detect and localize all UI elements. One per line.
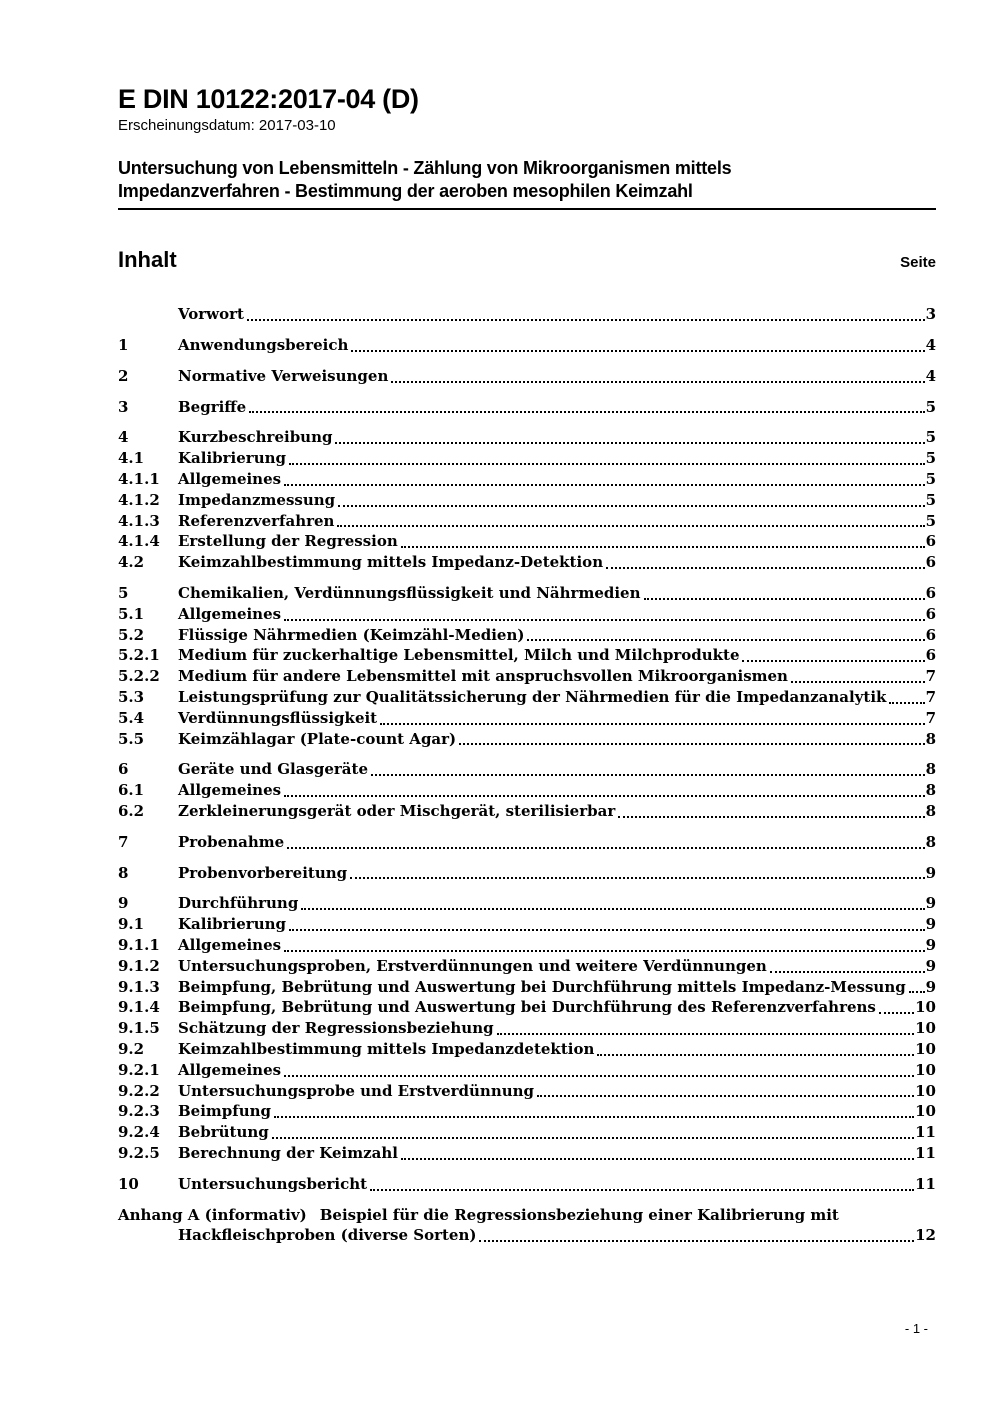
dot-leader — [289, 463, 925, 465]
toc-entry[interactable] — [118, 935, 936, 956]
toc-entry-page: 7 — [925, 708, 936, 727]
dot-leader — [351, 350, 924, 352]
toc-entry-label: Berechnung der Keimzahl — [178, 1143, 398, 1162]
toc-entry-label: Allgemeines — [178, 781, 282, 800]
toc-entry[interactable] — [118, 729, 936, 750]
toc-entry-number: 3 — [118, 397, 129, 416]
toc-entry-page: 9 — [925, 915, 936, 934]
dot-leader — [284, 795, 924, 797]
toc-entry[interactable] — [118, 625, 936, 646]
toc-entry-label: Beimpfung, Bebrütung und Auswertung bei Durchführung des Referenzverfahrens — [178, 998, 876, 1017]
toc-entry[interactable] — [118, 1039, 936, 1060]
toc-entry[interactable] — [118, 583, 936, 604]
dot-leader — [249, 411, 924, 413]
toc-entry-page: 9 — [925, 894, 936, 913]
toc-entry-label: Kurzbeschreibung — [178, 428, 333, 447]
annex-page: 12 — [915, 1226, 936, 1245]
toc-entry-number: 4.1.4 — [118, 532, 160, 551]
toc-entry-label: Keimzahlbestimmung mittels Impedanz-Detektion — [178, 553, 604, 572]
dot-leader — [909, 991, 925, 993]
toc-entry-number: 10 — [118, 1174, 139, 1193]
toc-entry-page: 4 — [925, 336, 936, 355]
toc-entry-number: 6.2 — [118, 801, 145, 820]
toc-entry-label: Leistungsprüfung zur Qualitätssicherung der Nährmedien für die Impedanzanalytik — [178, 687, 887, 706]
toc-entry-page: 6 — [925, 532, 936, 551]
toc-entry-label: Keimzählagar (Plate-count Agar) — [178, 729, 457, 748]
toc-entry-number: 2 — [118, 366, 129, 385]
toc-entry-number: 9.1.3 — [118, 977, 160, 996]
toc-entry-page: 3 — [925, 305, 936, 324]
toc-entry-page: 8 — [925, 781, 936, 800]
toc-entry-number: 5.2.2 — [118, 667, 160, 686]
toc-entry-label: Allgemeines — [178, 935, 282, 954]
dot-leader — [289, 929, 925, 931]
toc-entry-page: 9 — [925, 977, 936, 996]
toc-entry-number: 4.2 — [118, 553, 145, 572]
document-title-line-1: Untersuchung von Lebensmitteln - Zählung von Mikroorganismen mittels — [118, 158, 732, 179]
toc-entry[interactable] — [118, 893, 936, 914]
toc-entry-number — [118, 304, 178, 325]
page-column-header: Seite — [900, 254, 936, 272]
toc-entry-page: 10 — [915, 1039, 936, 1058]
dot-leader — [527, 639, 924, 641]
toc-entry[interactable] — [118, 1060, 936, 1081]
toc-entry[interactable] — [118, 780, 936, 801]
toc-entry-label: Normative Verweisungen — [178, 366, 389, 385]
toc-entry-label: Flüssige Nährmedien (Keimzähl-Medien) — [178, 625, 525, 644]
toc-entry-number: 9.2.2 — [118, 1081, 160, 1100]
toc-entry-number: 9 — [118, 894, 129, 913]
toc-entry-number: 9.1.5 — [118, 1019, 160, 1038]
dot-leader — [597, 1054, 914, 1056]
toc-entry-page: 6 — [925, 553, 936, 572]
toc-entry-page: 7 — [925, 687, 936, 706]
toc-entry-label: Beimpfung — [178, 1102, 272, 1121]
toc-entry-label: Geräte und Glasgeräte — [178, 760, 368, 779]
toc-entry-number: 9.2.1 — [118, 1060, 160, 1079]
toc-entry[interactable] — [118, 832, 936, 853]
toc-entry-number: 5 — [118, 584, 129, 602]
page-content — [118, 0, 936, 1246]
toc-entry-page: 9 — [925, 863, 936, 882]
dot-leader — [606, 567, 924, 569]
toc-entry[interactable] — [118, 366, 936, 387]
toc-entry-page: 11 — [915, 1123, 936, 1142]
toc-entry[interactable] — [118, 469, 936, 490]
toc-entry-label: Allgemeines — [178, 470, 282, 489]
toc-entry-label: Probenvorbereitung — [178, 863, 348, 882]
annex-number: Anhang A (informativ) — [118, 1205, 307, 1224]
document-title — [118, 157, 936, 203]
toc-entry[interactable] — [118, 977, 936, 998]
toc-entry-page: 11 — [915, 1174, 936, 1193]
toc-entry-label: Allgemeines — [178, 1060, 282, 1079]
dot-leader — [335, 442, 924, 444]
dot-leader — [537, 1095, 914, 1097]
toc-entry-number: 8 — [118, 863, 129, 882]
dot-leader — [479, 1240, 914, 1242]
toc-entry-label: Kalibrierung — [178, 449, 286, 468]
dot-leader — [272, 1137, 914, 1139]
toc-entry-label: Medium für andere Lebensmittel mit anspruchsvollen Mikroorganismen — [178, 667, 788, 686]
toc-entry-page: 8 — [925, 832, 936, 851]
dot-leader — [770, 971, 925, 973]
dot-leader — [401, 1158, 914, 1160]
toc-entry-label: Begriffe — [178, 397, 247, 416]
toc-entry-label: Durchführung — [178, 894, 299, 913]
dot-leader — [879, 1012, 914, 1014]
toc-entry[interactable] — [118, 801, 936, 822]
toc-entry-label: Medium für zuckerhaltige Lebensmittel, Milch und Milchprodukte — [178, 646, 740, 665]
toc-entry-number: 7 — [118, 832, 129, 851]
toc-entry-label: Untersuchungsprobe und Erstverdünnung — [178, 1081, 535, 1100]
dot-leader — [370, 1189, 914, 1191]
toc-entry-label: Kalibrierung — [178, 915, 286, 934]
dot-leader — [889, 702, 924, 704]
toc-entry[interactable] — [118, 759, 936, 780]
toc-entry-page: 6 — [925, 604, 936, 623]
toc-entry[interactable] — [118, 552, 936, 573]
toc-entry-page: 9 — [925, 956, 936, 975]
toc-entry[interactable] — [118, 1143, 936, 1164]
toc-entry-number: 9.2 — [118, 1039, 145, 1058]
toc-heading: Inhalt — [118, 247, 177, 273]
toc-entry-label: Keimzahlbestimmung mittels Impedanzdetektion — [178, 1039, 595, 1058]
toc-entry-page: 6 — [925, 584, 936, 602]
publication-date: Erscheinungsdatum: 2017-03-10 — [118, 117, 336, 135]
toc-entry-label: Vorwort — [178, 305, 244, 324]
toc-entry-page: 5 — [925, 490, 936, 509]
annex-line-2 — [118, 1225, 936, 1246]
toc-entry-label: Schätzung der Regressionsbeziehung — [178, 1019, 494, 1038]
dot-leader — [284, 484, 924, 486]
toc-entry-label: Referenzverfahren — [178, 511, 335, 530]
dot-leader — [287, 847, 924, 849]
toc-entry[interactable] — [118, 1081, 936, 1102]
toc-entry-page: 10 — [915, 998, 936, 1017]
toc-entry[interactable] — [118, 914, 936, 935]
toc-entry[interactable] — [118, 604, 936, 625]
toc-entry-page: 5 — [925, 511, 936, 530]
toc-entry[interactable] — [118, 1018, 936, 1039]
toc-entry-number: 4.1.2 — [118, 490, 160, 509]
annex-label-line-2: Hackfleischproben (diverse Sorten) — [178, 1226, 477, 1245]
dot-leader — [401, 546, 925, 548]
toc-entry-page: 8 — [925, 729, 936, 748]
toc-entry-page: 11 — [915, 1143, 936, 1162]
toc-entry-number: 9.1.4 — [118, 998, 160, 1017]
toc-entry-number: 9.1.2 — [118, 956, 160, 975]
toc-entry-label: Bebrütung — [178, 1123, 269, 1142]
annex-label-line-1: Beispiel für die Regressionsbeziehung einer Kalibrierung mit — [319, 1205, 839, 1224]
toc-entry-page: 10 — [915, 1019, 936, 1038]
toc-entry-number: 9.2.4 — [118, 1123, 160, 1142]
dot-leader — [497, 1033, 915, 1035]
toc-entry-label: Beimpfung, Bebrütung und Auswertung bei Durchführung mittels Impedanz-Messung — [178, 977, 906, 996]
toc-entry-number: 5.4 — [118, 708, 145, 727]
toc-entry-number: 4.1.3 — [118, 511, 160, 530]
toc-entry[interactable] — [118, 708, 936, 729]
toc-entry-label: Untersuchungsproben, Erstverdünnungen und weitere Verdünnungen — [178, 956, 767, 975]
document-title-line-2: Impedanzverfahren - Bestimmung der aeroben mesophilen Keimzahl — [118, 181, 693, 202]
toc-entry-number: 4.1 — [118, 449, 145, 468]
annex-line-1 — [118, 1205, 936, 1226]
dot-leader — [274, 1116, 914, 1118]
toc-entry[interactable] — [118, 397, 936, 418]
toc-entry-page: 8 — [925, 801, 936, 820]
dot-leader — [350, 877, 924, 879]
toc-entry-page: 5 — [925, 449, 936, 468]
toc-list — [118, 304, 936, 1246]
toc-entry-page: 7 — [925, 667, 936, 686]
toc-entry-number: 5.5 — [118, 729, 145, 748]
toc-header-row — [118, 247, 936, 273]
toc-entry-label: Verdünnungsflüssigkeit — [178, 708, 378, 727]
toc-entry[interactable] — [118, 427, 936, 448]
dot-leader — [459, 743, 924, 745]
toc-entry-page: 10 — [915, 1060, 936, 1079]
toc-entry-number: 5.1 — [118, 604, 145, 623]
toc-entry-number: 5.3 — [118, 687, 145, 706]
toc-entry-label: Anwendungsbereich — [178, 336, 349, 355]
toc-entry[interactable] — [118, 1101, 936, 1122]
toc-entry-number: 9.2.3 — [118, 1102, 160, 1121]
dot-leader — [791, 681, 925, 683]
toc-entry-number: 6 — [118, 760, 129, 779]
toc-entry-label: Zerkleinerungsgerät oder Mischgerät, sterilisierbar — [178, 801, 616, 820]
toc-entry-annex[interactable] — [118, 1205, 936, 1247]
toc-entry-page: 5 — [925, 470, 936, 489]
toc-entry[interactable] — [118, 687, 936, 708]
toc-entry-label: Untersuchungsbericht — [178, 1174, 368, 1193]
toc-entry-label: Erstellung der Regression — [178, 532, 398, 551]
toc-entry[interactable] — [118, 490, 936, 511]
toc-entry-label: Allgemeines — [178, 604, 282, 623]
toc-entry-page: 6 — [925, 625, 936, 644]
toc-entry-number: 1 — [118, 336, 129, 355]
dot-leader — [338, 505, 924, 507]
dot-leader — [742, 660, 924, 662]
dot-leader — [371, 774, 925, 776]
toc-entry-number: 6.1 — [118, 781, 145, 800]
toc-entry[interactable] — [118, 956, 936, 977]
toc-entry-page: 8 — [925, 760, 936, 779]
toc-entry[interactable] — [118, 863, 936, 884]
toc-entry[interactable] — [118, 1122, 936, 1143]
toc-entry-number: 4 — [118, 428, 129, 447]
toc-entry-label: Chemikalien, Verdünnungsflüssigkeit und Nährmedien — [178, 584, 641, 602]
dot-leader — [380, 723, 924, 725]
toc-entry-number: 9.1.1 — [118, 935, 160, 954]
toc-entry-page: 5 — [925, 428, 936, 447]
toc-entry-number: 5.2.1 — [118, 646, 160, 665]
toc-entry-page: 5 — [925, 397, 936, 416]
title-rule — [118, 208, 936, 210]
toc-entry-number: 4.1.1 — [118, 470, 160, 489]
toc-entry-page: 4 — [925, 366, 936, 385]
toc-entry-label: Probenahme — [178, 832, 285, 851]
dot-leader — [301, 908, 924, 910]
toc-entry[interactable] — [118, 997, 936, 1018]
toc-entry-label: Impedanzmessung — [178, 490, 336, 509]
dot-leader — [284, 950, 924, 952]
toc-entry[interactable] — [118, 448, 936, 469]
toc-entry[interactable] — [118, 531, 936, 552]
toc-entry-page: 10 — [915, 1081, 936, 1100]
toc-entry-page: 6 — [925, 646, 936, 665]
toc-entry-number: 9.1 — [118, 915, 145, 934]
toc-entry[interactable] — [118, 335, 936, 356]
toc-entry[interactable] — [118, 1174, 936, 1195]
dot-leader — [284, 619, 924, 621]
toc-entry-number: 9.2.5 — [118, 1143, 160, 1162]
toc-entry-page: 9 — [925, 935, 936, 954]
toc-entry[interactable] — [118, 511, 936, 532]
dot-leader — [644, 598, 925, 600]
standard-code: E DIN 10122:2017-04 (D) — [118, 84, 419, 114]
footer-page-number: - 1 - — [904, 1321, 928, 1336]
dot-leader — [618, 816, 924, 818]
toc-entry[interactable] — [118, 304, 936, 325]
dot-leader — [284, 1075, 914, 1077]
dot-leader — [391, 381, 924, 383]
toc-entry-page: 10 — [915, 1102, 936, 1121]
toc-entry-number: 5.2 — [118, 625, 145, 644]
toc-entry[interactable] — [118, 645, 936, 666]
toc-entry[interactable] — [118, 666, 936, 687]
dot-leader — [247, 319, 925, 321]
dot-leader — [337, 525, 924, 527]
